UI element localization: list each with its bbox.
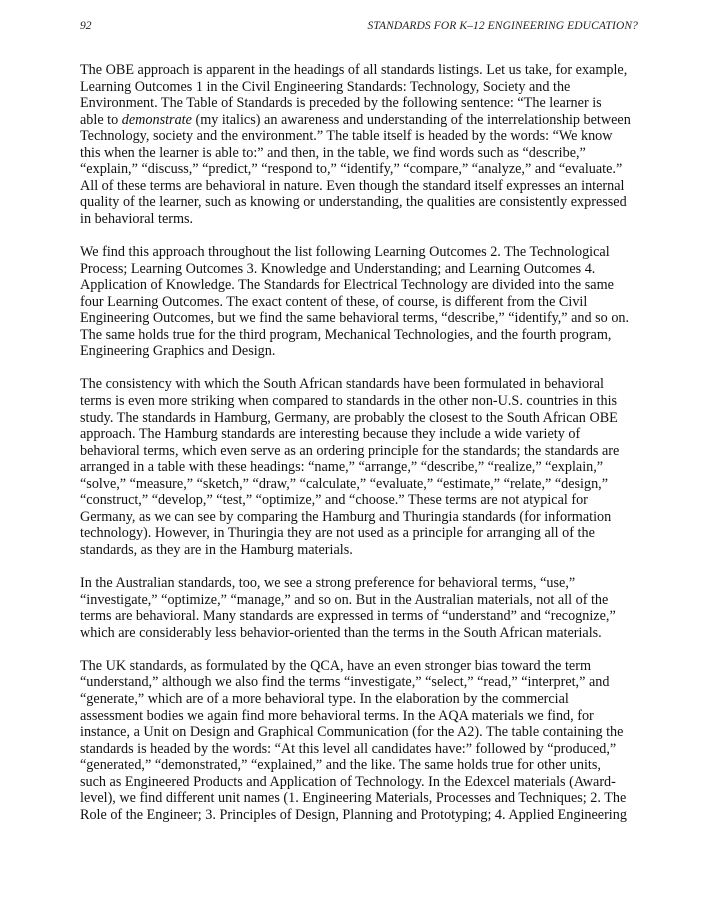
text-line: Process; Learning Outcomes 3. Knowledge and Understanding; and Learning Outcomes 4. — [80, 260, 596, 277]
text-line: Technology, society and the environment.” The table itself is headed by the words: “We know — [80, 128, 613, 145]
text-line: assessment bodies we again find more behavioral terms. In the AQA materials we find, for — [80, 707, 594, 724]
running-title: STANDARDS FOR K–12 ENGINEERING EDUCATION? — [367, 20, 638, 32]
text-line: Engineering Outcomes, but we find the same behavioral terms, “describe,” “identify,” and so on. — [80, 310, 630, 327]
text-segment: able to — [80, 111, 122, 128]
text-segment: (my italics) an awareness and understanding of the interrelationship between — [191, 111, 631, 128]
paragraph-5 — [80, 658, 638, 823]
text-line: Germany, as we can see by comparing the Hamburg and Thuringia standards (for information — [80, 508, 612, 525]
text-line: We find this approach throughout the list following Learning Outcomes 2. The Technological — [80, 244, 610, 261]
text-line: this when the learner is able to:” and then, in the table, we find words such as “describe,” — [80, 144, 586, 161]
text-line: “understand,” although we also find the terms “investigate,” “select,” “read,” “interpret,” and — [80, 674, 610, 691]
text-line: The same holds true for the third program, Mechanical Technologies, and the fourth program, — [80, 326, 612, 343]
page-number: 92 — [80, 20, 92, 32]
document-body — [80, 62, 638, 840]
paragraph-2 — [80, 244, 638, 360]
text-line: “generate,” which are of a more behavioral type. In the elaboration by the commercial — [80, 690, 569, 707]
text-line: instance, a Unit on Design and Graphical Communication (for the A2). The table containing the — [80, 724, 624, 741]
text-line: which are considerably less behavior-oriented than the terms in the South African materials. — [80, 624, 602, 641]
text-line: “explain,” “discuss,” “predict,” “respond to,” “identify,” “compare,” “analyze,” and “evaluate.” — [80, 161, 623, 178]
text-line: The OBE approach is apparent in the headings of all standards listings. Let us take, for example, — [80, 62, 628, 78]
text-line: arranged in a table with these headings: “name,” “arrange,” “describe,” “realize,” “explain,” — [80, 459, 604, 476]
text-line: “generated,” “demonstrated,” “explained,” and the like. The same holds true for other units, — [80, 757, 601, 774]
text-line: Role of the Engineer; 3. Principles of Design, Planning and Prototyping; 4. Applied Engineering — [80, 806, 627, 823]
text-line: Learning Outcomes 1 in the Civil Engineering Standards: Technology, Society and the — [80, 78, 571, 95]
text-line: Application of Knowledge. The Standards for Electrical Technology are divided into the same — [80, 277, 614, 294]
text-line: study. The standards in Hamburg, Germany, are probably the closest to the South African OBE — [80, 409, 618, 426]
text-line: standards is headed by the words: “At this level all candidates have:” followed by “produced,” — [80, 740, 617, 757]
text-line: Environment. The Table of Standards is preceded by the following sentence: “The learner is — [80, 95, 602, 112]
paragraph-3 — [80, 376, 638, 558]
paragraph-1 — [80, 62, 638, 227]
text-line: such as Engineered Products and Application of Technology. In the Edexcel materials (Award- — [80, 773, 616, 790]
text-line: technology). However, in Thuringia they are not used as a principle for arranging all of the — [80, 525, 595, 542]
text-line: “investigate,” “optimize,” “manage,” and so on. But in the Australian materials, not all of the — [80, 591, 609, 608]
text-line: “construct,” “develop,” “test,” “optimize,” and “choose.” These terms are not atypical for — [80, 492, 588, 509]
text-line: standards, as they are in the Hamburg materials. — [80, 541, 353, 558]
text-line: Engineering Graphics and Design. — [80, 343, 276, 360]
text-line: quality of the learner, such as knowing or understanding, the qualities are consistently expressed — [80, 194, 627, 211]
paragraph-4 — [80, 575, 638, 641]
emphasized-word: demonstrate — [121, 111, 192, 128]
page-header — [80, 20, 638, 38]
text-line: All of these terms are behavioral in nature. Even though the standard itself expresses an internal — [80, 177, 625, 194]
text-line — [80, 112, 638, 129]
text-line: behavioral terms, which even serve as an ordering principle for the standards; the standards are — [80, 442, 620, 459]
text-line: approach. The Hamburg standards are interesting because they include a wide variety of — [80, 426, 581, 443]
text-line: in behavioral terms. — [80, 210, 194, 227]
text-line: “solve,” “measure,” “sketch,” “draw,” “calculate,” “evaluate,” “estimate,” “relate,” “design,” — [80, 475, 609, 492]
text-line: The UK standards, as formulated by the QCA, have an even stronger bias toward the term — [80, 657, 591, 674]
text-line: In the Australian standards, too, we see a strong preference for behavioral terms, “use,” — [80, 575, 576, 592]
text-line: The consistency with which the South African standards have been formulated in behavioral — [80, 376, 604, 393]
text-line: terms are behavioral. Many standards are expressed in terms of “understand” and “recognize,” — [80, 608, 616, 625]
text-line: terms is even more striking when compared to standards in the other non-U.S. countries in this — [80, 393, 618, 410]
text-line: four Learning Outcomes. The exact content of these, of course, is different from the Civil — [80, 293, 588, 310]
text-line: level), we find different unit names (1. Engineering Materials, Processes and Techniques; 2. The — [80, 790, 627, 807]
